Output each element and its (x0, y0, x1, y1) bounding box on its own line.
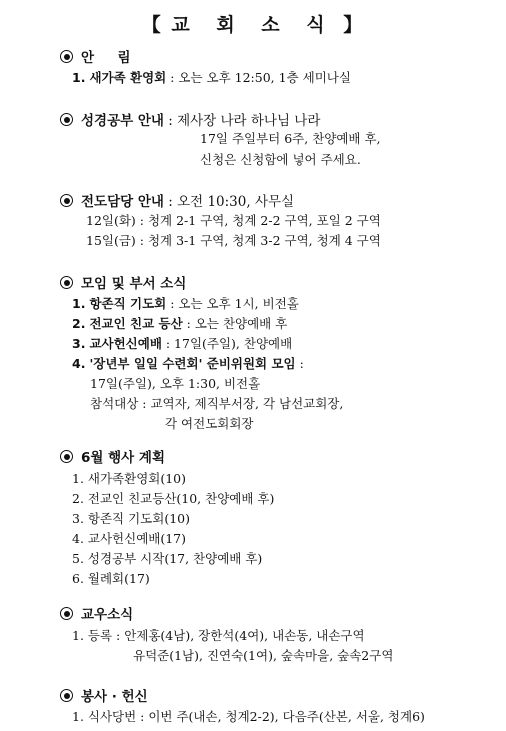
title-open-bracket: 【 (141, 14, 163, 36)
meetings-sub-line-3: 각 여전도회회장 (165, 416, 254, 431)
june-plan-item: 5. 성경공부 시작(17, 찬양예배 후) (72, 551, 263, 566)
fisheye-bullet-icon (60, 689, 73, 702)
section-title: 성경공부 안내 (81, 113, 164, 129)
item-label: 항존직 기도회 (89, 296, 167, 311)
bible-study-line-2: 17일 주일부터 6주, 찬양예배 후, (200, 131, 381, 146)
item-text: : 오는 찬양예배 후 (182, 316, 288, 331)
section-title: 교우소식 (81, 607, 134, 623)
june-plan-item: 1. 새가족환영회(10) (72, 471, 187, 486)
section-title: 모임 및 부서 소식 (81, 276, 187, 292)
page-title (0, 10, 506, 37)
fisheye-bullet-icon (60, 50, 73, 63)
members-line-1: 1. 등록 : 안제홍(4남), 장한석(4여), 내손동, 내손구역 (72, 628, 365, 643)
item-number: 4. (72, 356, 86, 371)
meetings-item-2 (72, 314, 287, 332)
june-plan-item: 6. 월례회(17) (72, 571, 150, 586)
meetings-item-4 (72, 354, 304, 372)
section-meetings-heading (60, 272, 186, 292)
item-label: 전교인 친교 등산 (89, 316, 183, 331)
fisheye-bullet-icon (60, 113, 73, 126)
section-bible-study-heading (60, 109, 320, 129)
item-number: 3. (72, 336, 86, 351)
section-service-heading (60, 685, 148, 705)
item-text: : 오는 오후 12:50, 1층 세미나실 (166, 70, 351, 85)
title-close-bracket: 】 (343, 14, 365, 36)
fisheye-bullet-icon (60, 276, 73, 289)
section-title: 안 림 (81, 50, 131, 66)
members-line-2: 유덕준(1남), 진연숙(1여), 숲속마을, 숲속2구역 (133, 648, 394, 663)
section-members-heading (60, 603, 133, 623)
bible-study-line-3: 신청은 신청함에 넣어 주세요. (200, 152, 361, 167)
june-plan-item: 3. 항존직 기도회(10) (72, 511, 190, 526)
bible-study-line-1: : 제사장 나라 하나님 나라 (163, 113, 321, 129)
section-title: 6월 행사 계획 (81, 450, 165, 466)
fisheye-bullet-icon (60, 607, 73, 620)
evangelism-line-2: 15일(금) : 청계 3-1 구역, 청계 3-2 구역, 청계 4 구역 (86, 233, 381, 248)
item-number: 2. (72, 316, 86, 331)
meetings-item-1 (72, 294, 299, 312)
section-title: 전도담당 안내 (81, 194, 164, 210)
fisheye-bullet-icon (60, 450, 73, 463)
item-label: '장년부 일일 수련회' 준비위원회 모임 (89, 356, 296, 371)
fisheye-bullet-icon (60, 194, 73, 207)
june-plan-item: 2. 전교인 친교등산(10, 찬양예배 후) (72, 491, 275, 506)
service-line-1: 1. 식사당번 : 이번 주(내손, 청계2-2), 다음주(산본, 서울, 청계6) (72, 709, 425, 724)
item-label: 교사헌신예배 (89, 336, 162, 351)
item-text: : (295, 356, 304, 371)
section-title: 봉사 · 헌신 (81, 689, 148, 705)
section-announce-heading (60, 46, 131, 66)
evangelism-line-1: 12일(화) : 청계 2-1 구역, 청계 2-2 구역, 포일 2 구역 (86, 213, 381, 228)
evangelism-heading-text: : 오전 10:30, 사무실 (163, 194, 295, 210)
june-plan-item: 4. 교사헌신예배(17) (72, 531, 187, 546)
announce-item-1 (72, 68, 351, 86)
meetings-item-3 (72, 334, 292, 352)
item-number: 1. (72, 296, 86, 311)
item-label: 새가족 환영회 (89, 70, 167, 85)
item-text: : 17일(주일), 찬양예배 (161, 336, 293, 351)
section-evangelism-heading (60, 190, 294, 210)
item-text: : 오는 오후 1시, 비전홀 (166, 296, 299, 311)
title-text: 교 회 소 식 (171, 14, 335, 36)
item-number: 1. (72, 70, 86, 85)
section-june-plan-heading (60, 446, 165, 466)
meetings-sub-line-2: 참석대상 : 교역자, 제직부서장, 각 남선교회장, (90, 396, 344, 411)
meetings-sub-line-1: 17일(주일), 오후 1:30, 비전홀 (90, 376, 261, 391)
